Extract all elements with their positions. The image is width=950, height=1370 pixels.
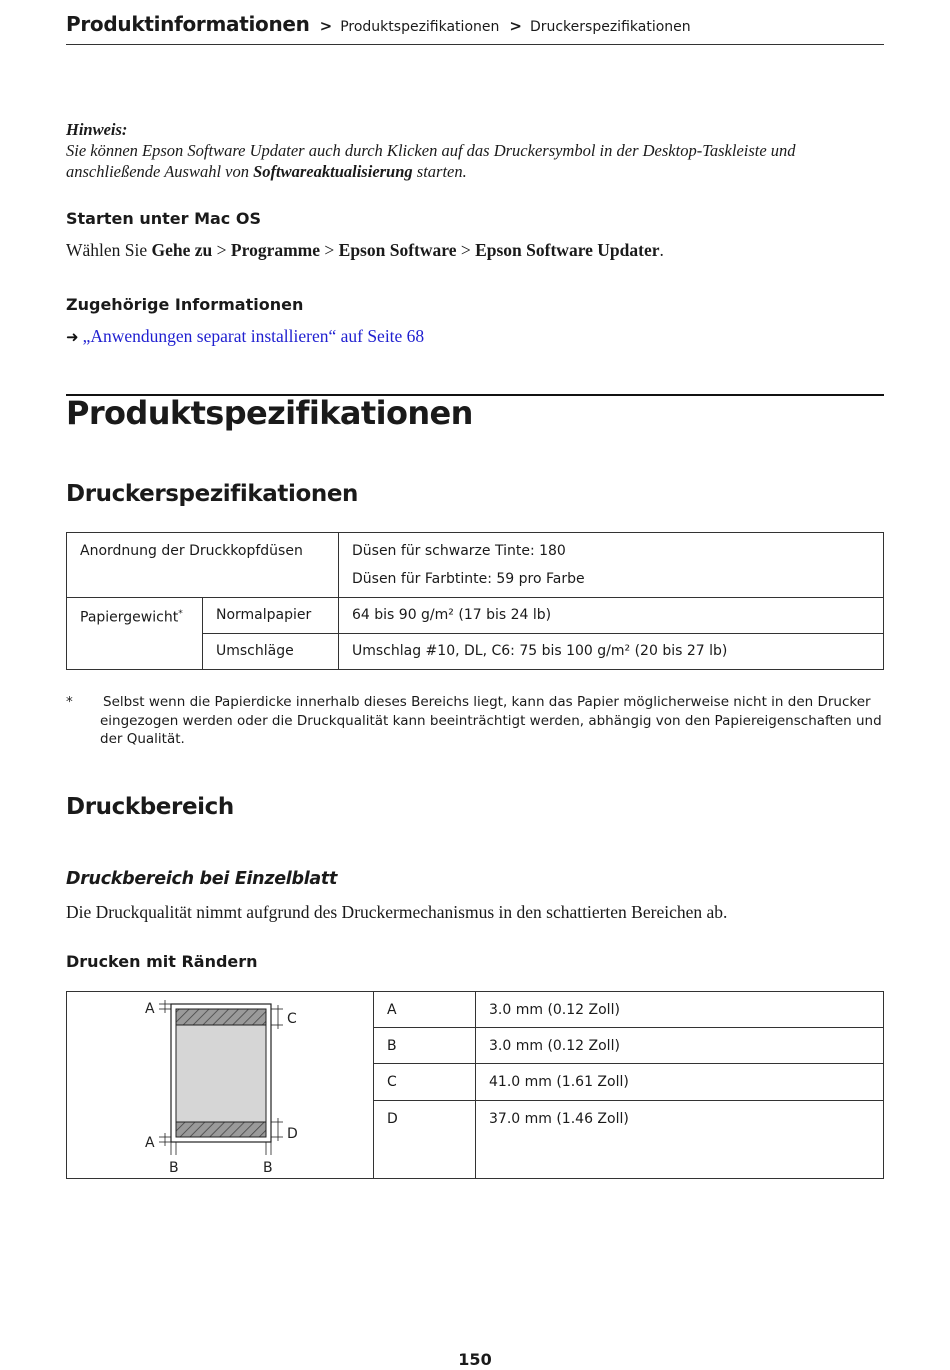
table-row [67, 598, 884, 634]
plain-paper-value: 64 bis 90 g/m² (17 bis 24 lb) [339, 598, 884, 634]
shaded-bottom [176, 1122, 266, 1137]
arrow-right-icon: ➜ [66, 330, 79, 346]
label-a-bottom: A [145, 1135, 155, 1151]
label-a-top: A [145, 1001, 155, 1017]
footnote-mark: * [66, 694, 73, 710]
mac-instructions: Wählen Sie Gehe zu > Programme > Epson Software > Epson Software Updater. [66, 240, 664, 260]
margin-value: 41.0 mm (1.61 Zoll) [476, 1064, 884, 1100]
mac-heading: Starten unter Mac OS [66, 209, 261, 228]
note-bold: Softwareaktualisierung [253, 162, 413, 181]
margin-diagram-cell [67, 992, 374, 1179]
nozzle-values [339, 533, 884, 598]
margin-value: 3.0 mm (0.12 Zoll) [476, 992, 884, 1028]
breadcrumb-separator: > [509, 17, 522, 35]
margin-diagram [67, 992, 373, 1178]
subsection-title: Druckerspezifikationen [66, 481, 359, 507]
margin-key: A [374, 992, 476, 1028]
label-d: D [287, 1126, 298, 1142]
footnote-text: Selbst wenn die Papierdicke innerhalb dieses Bereichs liegt, kann das Papier möglicherweise nicht in den Drucker eingezogen werden oder die Druckqualität kann beeinträchtigt werden, abhängig von den Papiereigenschaften und der Qualität. [100, 694, 882, 747]
label-c: C [287, 1011, 297, 1027]
print-area-text: Die Druckqualität nimmt aufgrund des Druckermechanismus in den schattierten Bereichen ab. [66, 902, 728, 922]
note-title: Hinweis: [66, 120, 128, 139]
nozzle-color: Düsen für Farbtinte: 59 pro Farbe [352, 571, 585, 587]
margins-heading: Drucken mit Rändern [66, 952, 258, 971]
envelope-label: Umschläge [203, 634, 339, 670]
plain-paper-label: Normalpapier [203, 598, 339, 634]
related-link[interactable]: „Anwendungen separat installieren“ auf Seite 68 [82, 326, 425, 346]
spec-table [66, 532, 884, 670]
shaded-top [176, 1009, 266, 1025]
margin-key: B [374, 1028, 476, 1064]
table-row [67, 992, 884, 1028]
margin-value: 3.0 mm (0.12 Zoll) [476, 1028, 884, 1064]
table-row [67, 533, 884, 598]
section-title: Produktspezifikationen [66, 394, 473, 432]
envelope-value: Umschlag #10, DL, C6: 75 bis 100 g/m² (20 bis 27 lb) [339, 634, 884, 670]
page-number: 150 [458, 1350, 492, 1369]
note-box [66, 119, 884, 182]
label-b-right: B [263, 1160, 273, 1176]
margin-key: D [374, 1100, 476, 1178]
printable-area [176, 1009, 266, 1137]
nozzle-black: Düsen für schwarze Tinte: 180 [352, 543, 566, 559]
breadcrumb-main[interactable]: Produktinformationen [66, 12, 310, 36]
breadcrumb-separator: > [319, 17, 333, 35]
breadcrumb-level2[interactable]: Produktspezifikationen [340, 19, 500, 35]
breadcrumb-level3[interactable]: Druckerspezifikationen [529, 19, 691, 35]
nozzle-label: Anordnung der Druckkopfdüsen [67, 533, 339, 598]
related-heading: Zugehörige Informationen [66, 295, 304, 314]
footnote [66, 693, 884, 749]
margins-table [66, 991, 884, 1179]
margin-value: 37.0 mm (1.46 Zoll) [476, 1100, 884, 1178]
print-area-subheading: Druckbereich bei Einzelblatt [66, 869, 338, 889]
related-link-row [66, 326, 424, 347]
label-b-left: B [169, 1160, 179, 1176]
breadcrumb [66, 12, 884, 45]
print-area-heading: Druckbereich [66, 794, 234, 820]
paper-weight-label: Papiergewicht* [67, 598, 203, 670]
note-text: Sie können Epson Software Updater auch durch Klicken auf das Druckersymbol in der Desktop-Taskleiste und anschließende Auswahl von Softwareaktualisierung starten. [66, 141, 796, 181]
margin-key: C [374, 1064, 476, 1100]
